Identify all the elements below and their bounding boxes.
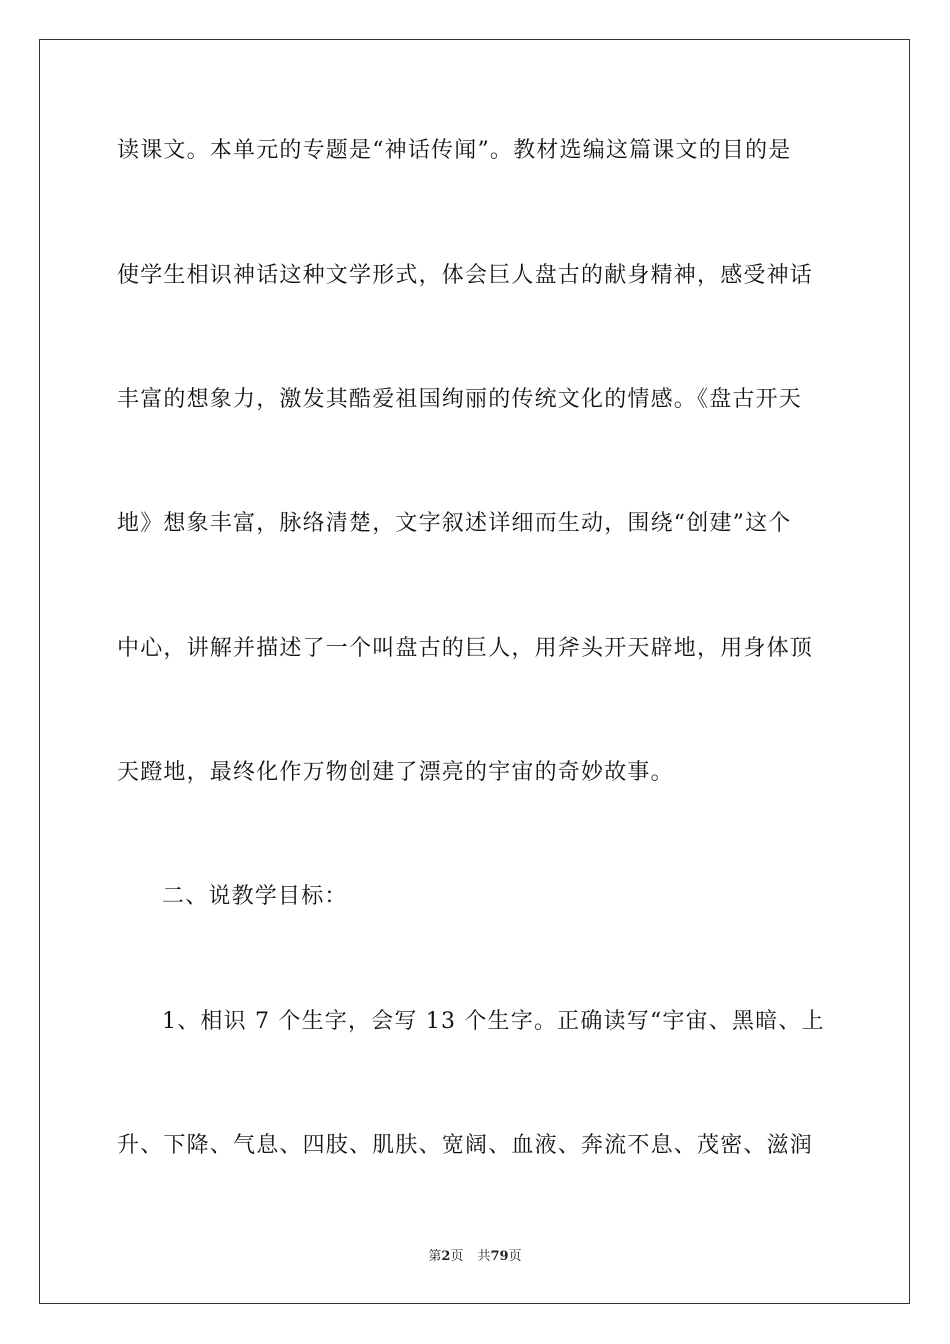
page-footer bbox=[0, 1248, 950, 1266]
text-line: 地》想象丰富，脉络清楚，文字叙述详细而生动，围绕“创建”这个 bbox=[117, 511, 792, 536]
text-line: 天蹬地，最终化作万物创建了漂亮的宇宙的奇妙故事。 bbox=[117, 760, 674, 785]
page-prefix: 第 bbox=[428, 1249, 442, 1264]
text-line: 使学生相识神话这种文学形式，体会巨人盘古的献身精神，感受神话 bbox=[117, 263, 814, 288]
text-line: 读课文。本单元的专题是“神话传闻”。教材选编这篇课文的目的是 bbox=[117, 138, 792, 163]
page-frame bbox=[39, 39, 910, 1304]
section-heading: 二、说教学目标： bbox=[162, 884, 348, 909]
text-line: 升、下降、气息、四肢、肌肤、宽阔、血液、奔流不息、茂密、滋润 bbox=[117, 1133, 814, 1158]
text-line: 中心，讲解并描述了一个叫盘古的巨人，用斧头开天辟地，用身体顶 bbox=[117, 636, 814, 661]
text-line: 丰富的想象力，激发其酷爱祖国绚丽的传统文化的情感。《盘古开天 bbox=[117, 387, 803, 412]
total-prefix: 共 bbox=[477, 1249, 491, 1264]
page-number: 2 bbox=[441, 1249, 451, 1264]
text-line: 1、相识 7 个生字，会写 13 个生字。正确读写“宇宙、黑暗、上 bbox=[162, 1009, 825, 1034]
total-suffix: 页 bbox=[508, 1249, 522, 1264]
page-suffix: 页 bbox=[450, 1249, 464, 1264]
total-pages: 79 bbox=[490, 1249, 509, 1264]
